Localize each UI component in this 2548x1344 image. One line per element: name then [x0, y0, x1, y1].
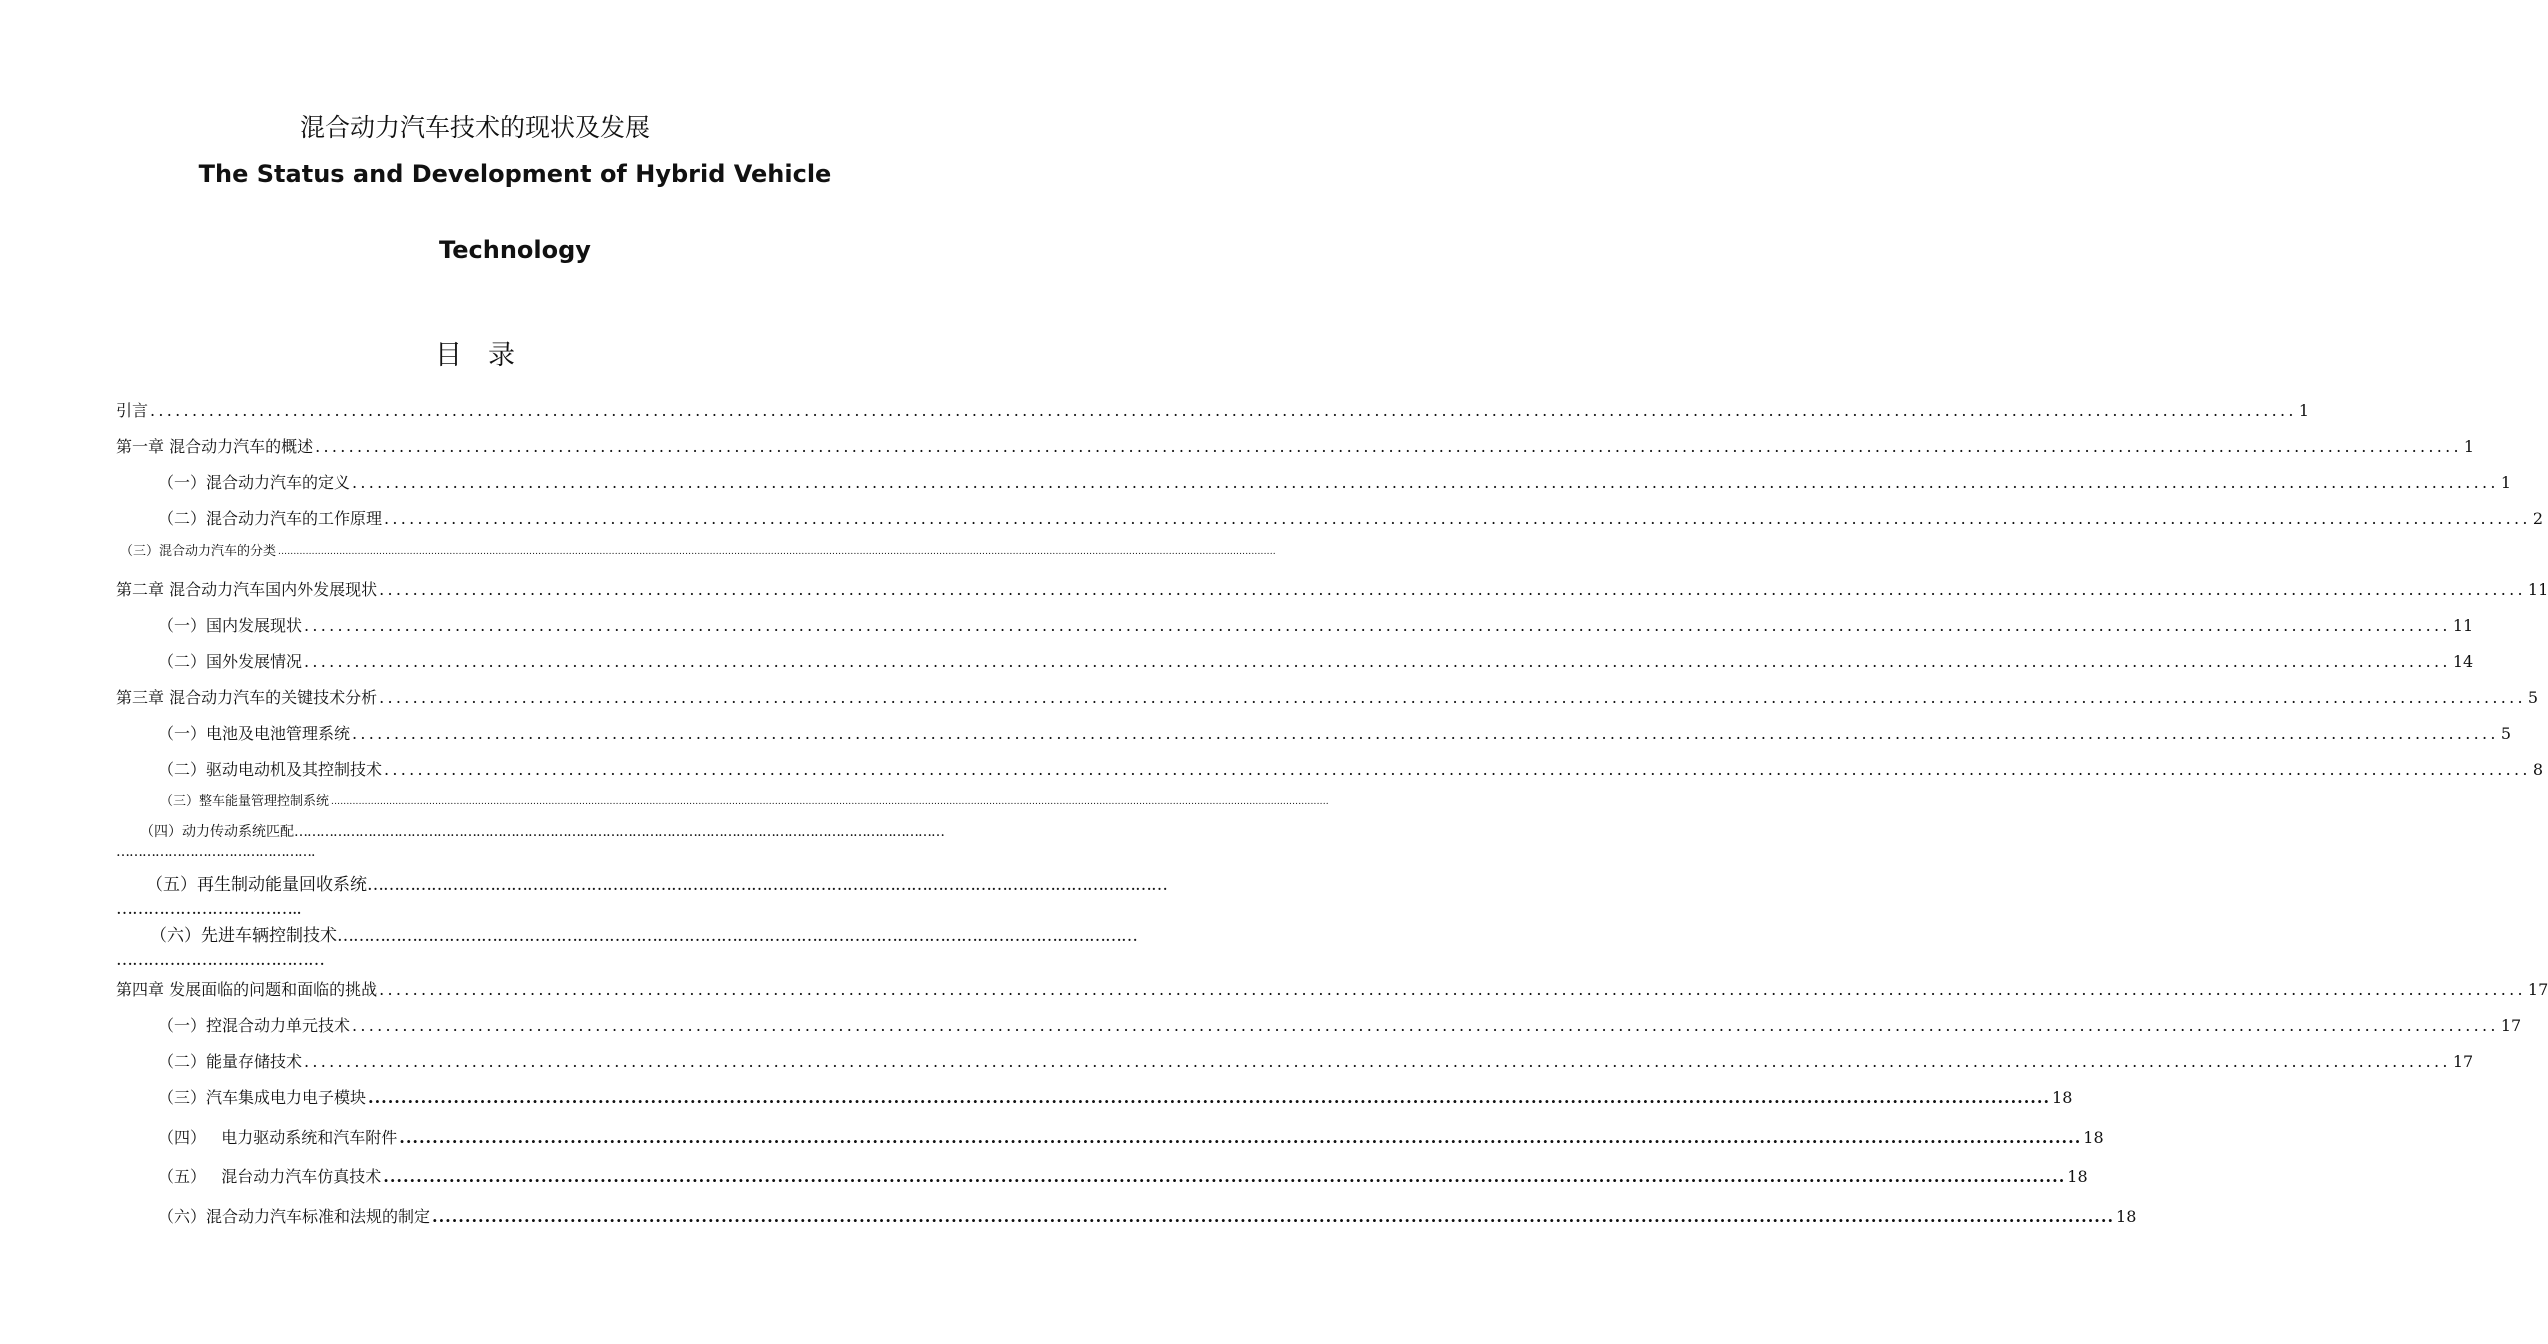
- toc-entry-3-2[interactable]: [158, 755, 2543, 781]
- toc-leader-dots: [276, 544, 1276, 560]
- toc-entry-label: （二）国外发展情况: [158, 652, 303, 671]
- toc-entry-4-3[interactable]: [158, 1083, 2073, 1109]
- toc-entry-label: 第三章 混合动力汽车的关键技术分析: [116, 688, 378, 707]
- toc-page-number: 17: [2500, 1016, 2522, 1035]
- toc-entry-label: （二）驱动电动机及其控制技术: [158, 760, 383, 779]
- toc-leader-dots: [366, 1087, 2052, 1109]
- toc-entry-label: （三）汽车集成电力电子模块: [158, 1088, 367, 1107]
- toc-entry-chapter-4[interactable]: [116, 975, 2548, 1001]
- toc-entry-4-6[interactable]: [158, 1202, 2137, 1228]
- toc-entry-label: （六）先进车辆控制技术: [150, 926, 337, 946]
- toc-leader-dots: [350, 1015, 2501, 1037]
- toc-entry-chapter-3[interactable]: [116, 683, 2539, 709]
- toc-page-number: 17: [2452, 1052, 2474, 1071]
- toc-entry-2-1[interactable]: [158, 611, 2474, 637]
- toc-leader-dots: [377, 579, 2528, 601]
- toc-leader-dots: [337, 924, 1137, 948]
- toc-entry-label: （四）动力传动系统匹配: [140, 824, 294, 840]
- toc-page-number: 17: [2527, 980, 2548, 999]
- toc-leader-dots: [377, 979, 2528, 1001]
- toc-leader-dots: [329, 794, 1329, 810]
- toc-entry-3-4[interactable]: [116, 822, 860, 862]
- toc-entry-label: 第四章 发展面临的问题和面临的挑战: [116, 980, 378, 999]
- toc-page-number: 1: [2463, 437, 2475, 456]
- toc-entry-label: 引言: [116, 401, 149, 420]
- toc-page-number: 8: [2532, 760, 2543, 779]
- toc-leader-dots: [313, 436, 2464, 458]
- toc-leader-dots: [381, 1166, 2067, 1188]
- toc-entry-label: 第二章 混合动力汽车国内外发展现状: [116, 580, 378, 599]
- toc-leader-dots: [382, 508, 2533, 530]
- toc-page-number: 18: [2116, 1207, 2137, 1226]
- toc-leader-dots: [294, 822, 944, 842]
- toc-leader-dots: [397, 1127, 2083, 1149]
- toc-entry-label: （四） 电力驱动系统和汽车附件: [158, 1128, 398, 1147]
- toc-entry-3-3[interactable]: [160, 790, 860, 810]
- toc-entry-label: （一）混合动力汽车的定义: [158, 473, 351, 492]
- toc-leader-dots: [377, 687, 2528, 709]
- toc-entry-4-4[interactable]: [158, 1123, 2104, 1149]
- toc-entry-2-2[interactable]: [158, 647, 2474, 673]
- toc-leader-dots-continued: ……………………………..: [116, 899, 301, 919]
- toc-entry-label: （一）国内发展现状: [158, 616, 303, 635]
- toc-leader-dots: [302, 1051, 2453, 1073]
- toc-page-number: 5: [2527, 688, 2539, 707]
- toc-entry-label: （五） 混台动力汽车仿真技术: [158, 1167, 382, 1186]
- toc-page-number: 11: [2452, 616, 2474, 635]
- toc-page-number: 1: [2298, 401, 2309, 420]
- toc-entry-label: （五）再生制动能量回收系统: [146, 875, 367, 895]
- toc-entry-3-1[interactable]: [158, 719, 2511, 745]
- toc-page-number: 1: [2500, 473, 2511, 492]
- toc-entry-label: （一）控混合动力单元技术: [158, 1016, 351, 1035]
- toc-leader-dots: [350, 723, 2501, 745]
- toc-entry-1-3[interactable]: [120, 540, 860, 560]
- toc-entry-introduction[interactable]: [116, 396, 2309, 422]
- toc-entry-chapter-2[interactable]: [116, 575, 2548, 601]
- toc-leader-dots: [382, 759, 2533, 781]
- document-title-chinese: 混合动力汽车技术的现状及发展: [299, 113, 650, 142]
- toc-leader-dots: [148, 400, 2299, 422]
- toc-entry-chapter-1[interactable]: [116, 432, 2475, 458]
- toc-page-number: 5: [2500, 724, 2511, 743]
- toc-leader-dots-continued: …………………………………: [116, 950, 324, 970]
- toc-page-number: 11: [2527, 580, 2548, 599]
- toc-entry-1-1[interactable]: [158, 468, 2511, 494]
- toc-page-number: 18: [2083, 1128, 2104, 1147]
- document-title-english-line1: The Status and Development of Hybrid Vehicle: [198, 160, 832, 188]
- toc-entry-label: （六）混合动力汽车标准和法规的制定: [158, 1207, 431, 1226]
- toc-leader-dots: [350, 472, 2501, 494]
- toc-page-number: 2: [2532, 509, 2543, 528]
- toc-entry-4-5[interactable]: [158, 1162, 2088, 1188]
- toc-leader-dots-continued: ……………………………………….: [116, 844, 315, 860]
- toc-entry-label: （二）能量存储技术: [158, 1052, 303, 1071]
- toc-leader-dots: [367, 873, 1167, 897]
- toc-entry-label: （三）整车能量管理控制系统: [160, 794, 330, 809]
- document-title-english-line2: Technology: [439, 236, 591, 264]
- toc-page-number: 14: [2452, 652, 2474, 671]
- toc-leader-dots: [430, 1206, 2116, 1228]
- toc-entry-label: （二）混合动力汽车的工作原理: [158, 509, 383, 528]
- toc-entry-4-2[interactable]: [158, 1047, 2474, 1073]
- toc-entry-label: （三）混合动力汽车的分类: [120, 544, 277, 559]
- toc-leader-dots: [302, 651, 2453, 673]
- toc-entry-4-1[interactable]: [158, 1011, 2522, 1037]
- toc-entry-label: （一）电池及电池管理系统: [158, 724, 351, 743]
- toc-entry-1-2[interactable]: [158, 504, 2543, 530]
- toc-heading: 目录: [435, 340, 541, 371]
- toc-entry-3-5[interactable]: [116, 873, 860, 921]
- toc-page-number: 18: [2052, 1088, 2073, 1107]
- toc-page-number: 18: [2067, 1167, 2088, 1186]
- toc-leader-dots: [302, 615, 2453, 637]
- toc-entry-label: 第一章 混合动力汽车的概述: [116, 437, 314, 456]
- toc-entry-3-6[interactable]: [116, 924, 860, 972]
